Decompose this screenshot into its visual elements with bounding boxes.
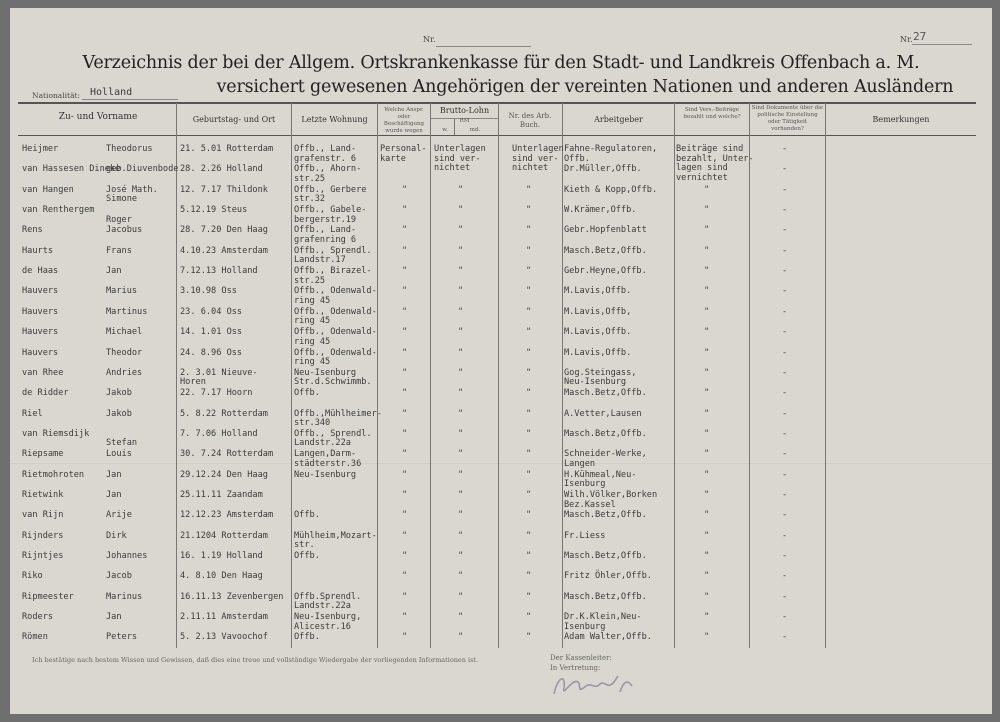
cell-surname: Rens [22, 225, 43, 236]
cell-book: " [526, 286, 532, 297]
cell-birth: 30. 7.24 Rotterdam [180, 449, 274, 460]
cell-birth: 4. 8.10 Den Haag [180, 571, 263, 582]
cell-wage: " [458, 530, 464, 541]
cell-book: " [526, 266, 532, 277]
col-divider [430, 103, 431, 648]
cell-contrib: " [402, 245, 408, 256]
cell-address: Offb., Odenwald- ring 45 [294, 286, 377, 307]
cell-contrib: " [402, 266, 408, 277]
cell-paid: " [704, 306, 710, 317]
cell-wage: " [458, 225, 464, 236]
cell-wage: " [458, 408, 464, 419]
cell-address: Offb. [294, 551, 320, 561]
col-header-employer: Arbeitgeber [594, 115, 643, 124]
document-title-line2: versichert gewesenen Angehörigen der vereinten Nationen und anderen Ausländern [216, 77, 954, 97]
cell-birth: 7. 7.06 Holland [180, 428, 258, 439]
cell-employer: Adam Walter,Offb. [564, 632, 652, 643]
cell-employer: Kieth & Kopp,Offb. [564, 184, 658, 195]
cell-given-name: Jakob [106, 388, 132, 399]
cell-paid: " [704, 266, 710, 277]
cell-contrib: " [402, 184, 408, 195]
cell-book: " [526, 367, 532, 378]
cell-contrib: " [402, 286, 408, 297]
cell-employer: Masch.Betz,Offb. [564, 551, 647, 561]
cell-book: " [526, 449, 532, 460]
cell-contrib: " [402, 347, 408, 358]
cell-employer: Wilh.Völker,Borken Bez.Kassel [564, 489, 658, 510]
cell-birth: 5. 2.13 Vavoochof [180, 632, 268, 643]
cell-contrib: " [402, 551, 408, 561]
cell-birth: 28. 7.20 Den Haag [180, 225, 268, 236]
cell-docs: - [782, 612, 788, 623]
cell-wage: " [458, 205, 464, 216]
cell-given-name: Theodorus [106, 144, 153, 154]
cell-book: " [526, 551, 532, 561]
cell-paid: " [704, 510, 710, 521]
cell-wage: " [458, 591, 464, 602]
cell-surname: Hauvers [22, 286, 59, 297]
cell-employer: Dr.Müller,Offb. [564, 164, 642, 175]
page-number: 27 [913, 30, 927, 43]
cell-docs: - [782, 571, 788, 582]
cell-employer: Fr.Liess [564, 530, 606, 541]
cell-address: Neu-Isenburg [294, 469, 357, 480]
cell-paid: " [704, 428, 710, 439]
cell-given-name: Jan [106, 612, 122, 623]
cell-wage: " [458, 428, 464, 439]
cell-paid: " [704, 388, 710, 399]
cell-paid: " [704, 225, 710, 236]
table-header-rule [18, 135, 976, 136]
cell-docs: - [782, 408, 788, 419]
signer-sub: In Vertretung: [550, 664, 601, 672]
cell-given-name: Peters [106, 632, 138, 643]
cell-employer: Gebr.Heyne,Offb. [564, 266, 647, 277]
cell-address: Offb., Sprendl. Landstr.17 [294, 245, 372, 266]
cell-given-name: geb.Diuvenbode [106, 164, 179, 175]
col-header-address: Letzte Wohnung [301, 115, 368, 124]
cell-given-name: Andries [106, 367, 143, 378]
cell-employer: M.Lavis,Offb. [564, 327, 632, 338]
cell-book: " [526, 327, 532, 338]
cell-book: " [526, 591, 532, 602]
cell-docs: - [782, 327, 788, 338]
cell-surname: Riko [22, 571, 43, 582]
cell-birth: 12. 7.17 Thildonk [180, 184, 268, 195]
cell-surname: Rijnders [22, 530, 64, 541]
cell-contrib: " [402, 510, 408, 521]
cell-surname: de Haas [22, 266, 59, 277]
col-divider [176, 103, 177, 648]
cell-book: " [526, 489, 532, 500]
cell-given-name: Marius [106, 286, 138, 297]
cell-surname: Hauvers [22, 327, 59, 338]
cell-given-name: Martinus [106, 306, 148, 317]
cell-paid: " [704, 408, 710, 419]
cell-book: " [526, 184, 532, 195]
cell-given-name: Jacobus [106, 225, 143, 236]
col-header-name: Zu- und Vorname [58, 112, 138, 122]
cell-contrib: " [402, 489, 408, 500]
cell-book: " [526, 225, 532, 236]
cell-contrib: " [402, 388, 408, 399]
cell-wage: " [458, 266, 464, 277]
cell-address: Offb. [294, 632, 320, 643]
signature-stamp [548, 668, 638, 702]
cell-wage: " [458, 367, 464, 378]
cell-surname: Römen [22, 632, 48, 643]
cell-employer: Masch.Betz,Offb. [564, 591, 647, 602]
cell-given-name: Marinus [106, 591, 143, 602]
cell-address: Offb., Ahorn- str.25 [294, 164, 362, 184]
cell-birth: 7.12.13 Holland [180, 266, 258, 277]
cell-given-name: José Math. Simone [106, 184, 158, 205]
cell-book: " [526, 388, 532, 399]
col-header-wage-m: md. [469, 127, 481, 133]
cell-contrib: " [402, 591, 408, 602]
cell-address: Offb.,Mühlheimer- str.340 [294, 408, 382, 429]
page-number-underline [912, 44, 972, 45]
cell-employer: Schneider-Werke, Langen [564, 449, 647, 469]
cell-employer: M.Lavis,Offb. [564, 286, 632, 297]
cell-surname: Rijntjes [22, 551, 64, 561]
cell-paid: " [704, 489, 710, 500]
cell-paid: " [704, 245, 710, 256]
nr-underline [436, 46, 531, 47]
cell-contrib: " [402, 469, 408, 480]
cell-employer: M.Lavis,Offb. [564, 347, 632, 358]
cell-docs: - [782, 591, 788, 602]
cell-address: Mühlheim,Mozart- str. [294, 530, 377, 551]
cell-docs: - [782, 449, 788, 460]
col-divider [749, 103, 750, 648]
cell-address: Offb., Land- grafenstr. 6 [294, 144, 357, 164]
cell-paid: " [704, 591, 710, 602]
cell-birth: 3.10.98 Oss [180, 286, 237, 297]
cell-address: Offb., Land- grafenring 6 [294, 225, 357, 245]
col-header-remarks: Bemerkungen [872, 115, 930, 124]
col-divider [674, 103, 675, 648]
col-header-wage-unit: RM [459, 118, 470, 124]
cell-surname: van Hangen [22, 184, 74, 195]
cell-paid: " [704, 327, 710, 338]
cell-employer: A.Vetter,Lausen [564, 408, 642, 419]
cell-wage: " [458, 551, 464, 561]
cell-wage: " [458, 510, 464, 521]
cell-paid: " [704, 205, 710, 216]
cell-employer: Masch.Betz,Offb. [564, 388, 647, 399]
cell-contrib: " [402, 327, 408, 338]
cell-contrib: " [402, 225, 408, 236]
cell-address: Offb., Gabele- bergerstr.19 [294, 205, 367, 225]
cell-address: Offb., Odenwald- ring 45 [294, 306, 377, 327]
cell-contrib: " [402, 612, 408, 623]
table-top-rule [18, 102, 976, 104]
cell-birth: 29.12.24 Den Haag [180, 469, 268, 480]
cell-contrib: Personal- karte [380, 144, 427, 164]
cell-docs: - [782, 144, 788, 154]
cell-paid: " [704, 551, 710, 561]
signer-title: Der Kassenleiter: [550, 654, 612, 662]
cell-book: " [526, 612, 532, 623]
cell-birth: 21. 5.01 Rotterdam [180, 144, 274, 154]
cell-surname: van Rijn [22, 510, 64, 521]
cell-book: " [526, 571, 532, 582]
cell-docs: - [782, 205, 788, 216]
cell-surname: Riepsame [22, 449, 64, 460]
cell-book: " [526, 428, 532, 439]
cell-wage: " [458, 449, 464, 460]
cell-employer: Gog.Steingass, Neu-Isenburg [564, 367, 637, 388]
cell-docs: - [782, 489, 788, 500]
cell-address: Offb.Sprendl. Landstr.22a [294, 591, 362, 612]
cell-employer: Masch.Betz,Offb. [564, 245, 647, 256]
cell-given-name: Jan [106, 469, 122, 480]
cell-address: Neu-Isenburg Str.d.Schwimmb. [294, 367, 372, 388]
cell-employer: Gebr.Hopfenblatt [564, 225, 647, 236]
cell-birth: 21.1204 Rotterdam [180, 530, 268, 541]
cell-address: Offb., Odenwald- ring 45 [294, 347, 377, 368]
cell-docs: - [782, 510, 788, 521]
cell-employer: Fritz Öhler,Offb. [564, 571, 652, 582]
cell-contrib: " [402, 408, 408, 419]
cell-book: " [526, 632, 532, 643]
cell-surname: Ripmeester [22, 591, 74, 602]
nr-label: Nr. [423, 35, 436, 44]
cell-docs: - [782, 306, 788, 317]
cell-paid: Beiträge sind bezahlt, Unter- lagen sind vernichtet [676, 144, 754, 183]
cell-address: Offb. [294, 510, 320, 521]
cell-address: Langen,Darm- städterstr.36 [294, 449, 362, 469]
cell-birth: 5.12.19 Steus [180, 205, 248, 216]
cell-surname: van Riemsdijk [22, 428, 90, 439]
cell-docs: - [782, 367, 788, 378]
cell-book: " [526, 530, 532, 541]
cell-contrib: " [402, 632, 408, 643]
cell-surname: Rietwink [22, 489, 64, 500]
col-divider [291, 103, 292, 648]
cell-surname: Rietmohroten [22, 469, 85, 480]
cell-contrib: " [402, 571, 408, 582]
cell-book: Unterlagen sind ver- nichtet [512, 144, 564, 174]
cell-docs: - [782, 551, 788, 561]
cell-contrib: " [402, 205, 408, 216]
cell-contrib: " [402, 449, 408, 460]
cell-surname: Hauvers [22, 347, 59, 358]
cell-wage: " [458, 469, 464, 480]
cell-birth: 25.11.11 Zaandam [180, 489, 263, 500]
document-sheet [10, 8, 992, 714]
cell-docs: - [782, 184, 788, 195]
cell-docs: - [782, 388, 788, 399]
col-header-docs: Sind Dokumente über die politische Einstellung oder Tätigkeit vorhanden? [751, 105, 824, 132]
cell-employer: H.Kühmeal,Neu- Isenburg [564, 469, 637, 490]
cell-contrib: " [402, 530, 408, 541]
cell-given-name: Jakob [106, 408, 132, 419]
cell-wage: " [458, 571, 464, 582]
fold-line [10, 463, 992, 464]
cell-birth: 5. 8.22 Rotterdam [180, 408, 268, 419]
cell-contrib: " [402, 367, 408, 378]
cell-docs: - [782, 266, 788, 277]
cell-address: Offb., Gerbere str.32 [294, 184, 367, 205]
cell-given-name: Michael [106, 327, 143, 338]
cell-birth: 22. 7.17 Hoorn [180, 388, 253, 399]
cell-birth: 4.10.23 Amsterdam [180, 245, 268, 256]
nationality-label: Nationalität: [32, 91, 81, 100]
cell-docs: - [782, 530, 788, 541]
cell-employer: Masch.Betz,Offb. [564, 428, 647, 439]
cell-wage: " [458, 612, 464, 623]
cell-contrib: " [402, 306, 408, 317]
cell-wage: " [458, 347, 464, 358]
cell-wage: " [458, 184, 464, 195]
cell-book: " [526, 347, 532, 358]
cell-paid: " [704, 367, 710, 378]
cell-surname: Roders [22, 612, 54, 623]
cell-surname: van Hassesen Dineke [22, 164, 121, 175]
nr-right-label: Nr. [900, 35, 913, 44]
cell-book: " [526, 408, 532, 419]
cell-book: " [526, 510, 532, 521]
cell-birth: 28. 2.26 Holland [180, 164, 263, 175]
cell-docs: - [782, 428, 788, 439]
cell-wage: " [458, 286, 464, 297]
cell-given-name: Jan [106, 489, 122, 500]
cell-wage: " [458, 245, 464, 256]
cell-surname: van Rhee [22, 367, 64, 378]
cell-address: Offb., Odenwald- ring 45 [294, 327, 377, 347]
cell-given-name: Theodor [106, 347, 143, 358]
cell-birth: 2. 3.01 Nieuve- Horen [180, 367, 258, 388]
cell-surname: Heijmer [22, 144, 59, 154]
cell-book: " [526, 245, 532, 256]
cell-employer: M.Lavis,Offb, [564, 306, 632, 317]
cell-wage: " [458, 306, 464, 317]
cell-employer: Dr.K.Klein,Neu- Isenburg [564, 612, 642, 632]
cell-given-name: Roger [106, 214, 132, 225]
cell-docs: - [782, 225, 788, 236]
cell-book: " [526, 306, 532, 317]
cell-wage: " [458, 388, 464, 399]
cell-employer: W.Krämer,Offb. [564, 205, 637, 216]
cell-docs: - [782, 164, 788, 175]
cell-paid: " [704, 571, 710, 582]
cell-birth: 12.12.23 Amsterdam [180, 510, 274, 521]
col-divider [377, 103, 378, 648]
nationality-value: Holland [90, 87, 133, 98]
cell-paid: " [704, 612, 710, 623]
cell-address: Offb., Sprendl. Landstr.22a [294, 428, 372, 449]
cell-surname: de Ridder [22, 388, 69, 399]
cell-given-name: Louis [106, 449, 132, 460]
cell-surname: Haurts [22, 245, 54, 256]
cell-given-name: Jacob [106, 571, 132, 582]
col-divider [498, 103, 499, 648]
cell-paid: " [704, 449, 710, 460]
cell-paid: " [704, 286, 710, 297]
cell-birth: 16.11.13 Zevenbergen [180, 591, 284, 602]
col-divider [562, 103, 563, 648]
cell-birth: 23. 6.04 Oss [180, 306, 243, 317]
cell-surname: Hauvers [22, 306, 59, 317]
cell-docs: - [782, 469, 788, 480]
cell-wage: " [458, 489, 464, 500]
nationality-underline [82, 99, 178, 100]
cell-given-name: Jan [106, 266, 122, 277]
cell-paid: " [704, 347, 710, 358]
cell-contrib: " [402, 428, 408, 439]
cell-birth: 14. 1.01 Oss [180, 327, 243, 338]
cell-given-name: Stefan [106, 438, 138, 449]
cell-given-name: Johannes [106, 551, 148, 561]
col-header-wage-w: w. [442, 127, 448, 133]
certification-text: Ich bestätige nach bestem Wissen und Gewissen, daß dies eine treue und vollständige Wiedergabe der vorliegenden Informationen ist. [32, 656, 479, 664]
cell-birth: 2.11.11 Amsterdam [180, 612, 268, 623]
cell-address: Offb., Birazel- str.25 [294, 266, 372, 286]
cell-address: Neu-Isenburg, Alicestr.16 [294, 612, 362, 632]
cell-wage: Unterlagen sind ver- nichtet [434, 144, 486, 174]
cell-given-name: Arije [106, 510, 132, 521]
col-divider [825, 103, 826, 648]
cell-employer: Fahne-Regulatoren, Offb. [564, 144, 658, 164]
col-header-wage: Brutto-Lohn [439, 106, 490, 115]
cell-docs: - [782, 347, 788, 358]
cell-book: " [526, 469, 532, 480]
cell-birth: 16. 1.19 Holland [180, 551, 263, 561]
cell-docs: - [782, 245, 788, 256]
cell-paid: " [704, 184, 710, 195]
col-header-contrib: Welche Anspr. oder Beschäftigung wurde wegen [383, 107, 425, 134]
cell-given-name: Dirk [106, 530, 127, 541]
col-header-birth: Geburtstag- und Ort [192, 115, 276, 124]
cell-given-name: Frans [106, 245, 132, 256]
cell-docs: - [782, 286, 788, 297]
cell-surname: Riel [22, 408, 43, 419]
cell-docs: - [782, 632, 788, 643]
cell-address: Offb. [294, 388, 320, 399]
cell-paid: " [704, 530, 710, 541]
cell-employer: Masch.Betz,Offb. [564, 510, 647, 521]
cell-book: " [526, 205, 532, 216]
cell-birth: 24. 8.96 Oss [180, 347, 243, 358]
cell-surname: van Renthergem [22, 205, 95, 216]
document-title-line1: Verzeichnis der bei der Allgem. Ortskrankenkasse für den Stadt- und Landkreis Offenbach a. M. [82, 53, 920, 73]
cell-paid: " [704, 632, 710, 643]
col-header-paid: Sind Vers.-Beiträge bezahlt und welche? [683, 107, 741, 120]
cell-wage: " [458, 632, 464, 643]
cell-paid: " [704, 469, 710, 480]
col-header-book: Nr. des Arb. Buch. [508, 112, 552, 129]
cell-wage: " [458, 327, 464, 338]
